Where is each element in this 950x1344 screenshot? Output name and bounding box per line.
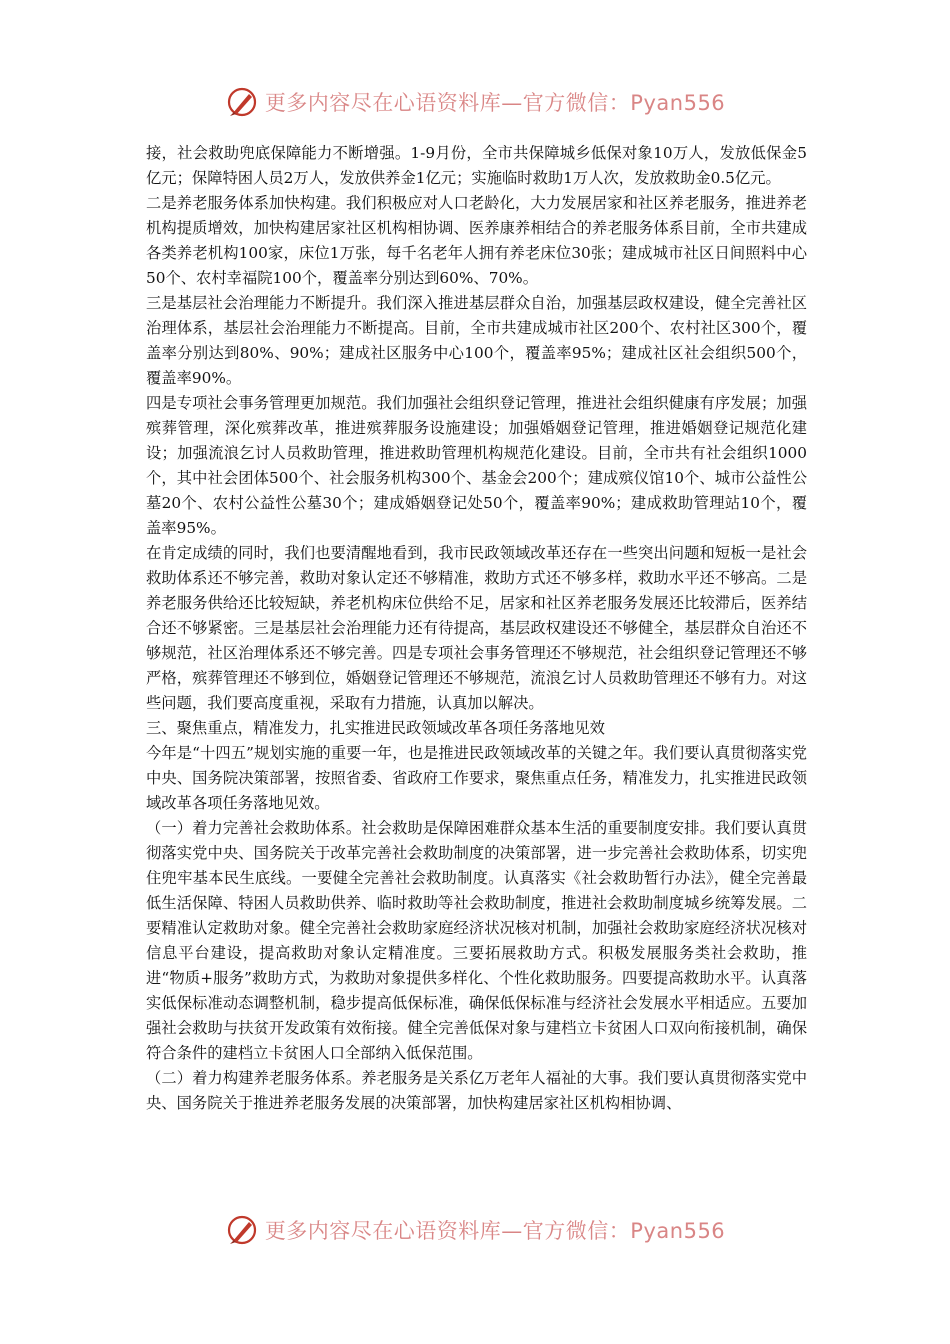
section-heading: 三、聚焦重点，精准发力，扎实推进民政领域改革各项任务落地见效: [146, 719, 605, 737]
watermark-banner-top: [0, 80, 950, 124]
paragraph-4: 四是专项社会事务管理更加规范。我们加强社会组织登记管理，推进社会组织健康有序发展；加强殡葬管理，深化殡葬改革，推进殡葬服务设施建设；加强婚姻登记管理，推进婚姻登记规范化建设；加强流浪乞讨人员救助管理，推进救助管理机构规范化建设。目前，全市共有社会组织1000个，其中社会团体500个、社会服务机构300个、基金会200个；建成殡仪馆10个、城市公益性公墓20个、农村公益性公墓30个；建成婚姻登记处50个，覆盖率90%；建成救助管理站10个，覆盖率95%。: [146, 394, 807, 537]
watermark-text: 更多内容尽在心语资料库—官方微信：Pyan556: [264, 91, 726, 115]
paragraph-7: （一）着力完善社会救助体系。社会救助是保障困难群众基本生活的重要制度安排。我们要认真贯彻落实党中央、国务院关于改革完善社会救助制度的决策部署，进一步完善社会救助体系，切实兜住兜牢基本民生底线。一要健全完善社会救助制度。认真落实《社会救助暂行办法》，健全完善最低生活保障、特困人员救助供养、临时救助等社会救助制度，推进社会救助制度城乡统筹发展。二要精准认定救助对象。健全完善社会救助家庭经济状况核对机制，加强社会救助家庭经济状况核对信息平台建设，提高救助对象认定精准度。三要拓展救助方式。积极发展服务类社会救助，推进“物质+服务”救助方式，为救助对象提供多样化、个性化救助服务。四要提高救助水平。认真落实低保标准动态调整机制，稳步提高低保标准，确保低保标准与经济社会发展水平相适应。五要加强社会救助与扶贫开发政策有效衔接。健全完善低保对象与建档立卡贫困人口双向衔接机制，确保符合条件的建档立卡贫困人口全部纳入低保范围。: [146, 819, 807, 1062]
watermark-banner-bottom: [0, 1208, 950, 1252]
paragraph-2: 二是养老服务体系加快构建。我们积极应对人口老龄化，大力发展居家和社区养老服务，推进养老机构提质增效，加快构建居家社区机构相协调、医养康养相结合的养老服务体系目前，全市共建成各类养老机构100家，床位1万张，每千名老年人拥有养老床位30张；建成城市社区日间照料中心50个、农村幸福院100个，覆盖率分别达到60%、70%。: [146, 194, 807, 287]
watermark-text: 更多内容尽在心语资料库—官方微信：Pyan556: [264, 1219, 726, 1243]
paragraph-3: 三是基层社会治理能力不断提升。我们深入推进基层群众自治，加强基层政权建设，健全完善社区治理体系，基层社会治理能力不断提高。目前，全市共建成城市社区200个、农村社区300个，覆盖率分别达到80%、90%；建成社区服务中心100个，覆盖率95%；建成社区社会组织500个，覆盖率90%。: [146, 294, 807, 387]
paragraph-6: 今年是“十四五”规划实施的重要一年，也是推进民政领域改革的关键之年。我们要认真贯彻落实党中央、国务院决策部署，按照省委、省政府工作要求，聚焦重点任务，精准发力，扎实推进民政领域改革各项任务落地见效。: [146, 744, 807, 812]
paragraph-1: 接，社会救助兜底保障能力不断增强。1-9月份，全市共保障城乡低保对象10万人，发放低保金5亿元；保障特困人员2万人，发放供养金1亿元；实施临时救助1万人次，发放救助金0.5亿元。: [146, 144, 807, 187]
pen-in-circle-icon: [225, 1213, 259, 1247]
pen-in-circle-icon: [225, 85, 259, 119]
paragraph-5: 在肯定成绩的同时，我们也要清醒地看到，我市民政领域改革还存在一些突出问题和短板一是社会救助体系还不够完善，救助对象认定还不够精准，救助方式还不够多样，救助水平还不够高。二是养老服务供给还比较短缺，养老机构床位供给不足，居家和社区养老服务发展还比较滞后，医养结合还不够紧密。三是基层社会治理能力还有待提高，基层政权建设还不够健全，基层群众自治还不够规范，社区治理体系还不够完善。四是专项社会事务管理还不够规范，社会组织登记管理还不够严格，殡葬管理还不够到位，婚姻登记管理还不够规范，流浪乞讨人员救助管理还不够有力。对这些问题，我们要高度重视，采取有力措施，认真加以解决。: [146, 544, 807, 712]
document-body: [146, 141, 807, 1116]
paragraph-8: （二）着力构建养老服务体系。养老服务是关系亿万老年人福祉的大事。我们要认真贯彻落实党中央、国务院关于推进养老服务发展的决策部署，加快构建居家社区机构相协调、: [146, 1069, 807, 1112]
